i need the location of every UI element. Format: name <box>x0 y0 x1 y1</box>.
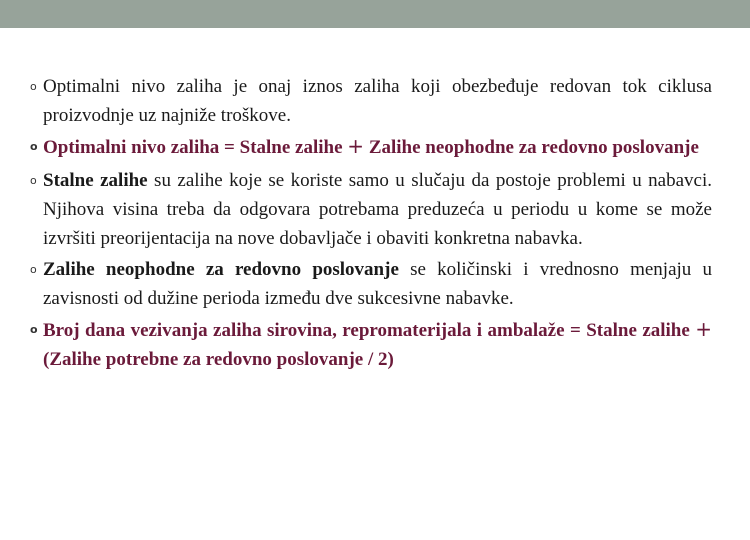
bullet-icon: o <box>30 323 38 336</box>
term-stalne-zalihe: Stalne zalihe <box>43 170 148 191</box>
bullet-item-zalihe-neophodne <box>30 255 712 313</box>
formula-part-1: Broj dana vezivanja zaliha sirovina, repromaterijala i ambalaže = Stalne zalihe <box>43 320 696 341</box>
slide-content <box>30 72 712 376</box>
bullet-item-broj-dana-formula <box>30 315 712 374</box>
item-text: Optimalni nivo zaliha je onaj iznos zaliha koji obezbeđuje redovan tok ciklusa proizvodnje uz najniže troškove. <box>43 76 712 126</box>
bullet-item-stalne-zalihe <box>30 166 712 253</box>
term-zalihe-neophodne: Zalihe neophodne za redovno poslovanje <box>43 259 399 280</box>
item-text: su zalihe koje se koriste samo u slučaju da postoje problemi u nabavci. Njihova visina treba da odgovara potrebama preduzeća u periodu u kome se može izvršiti preorijentacija na nove dobavljače i obaviti konkretna nabavka. <box>43 170 712 249</box>
bullet-item-optimal-formula <box>30 132 712 162</box>
plus-sign: + <box>347 134 365 158</box>
formula-part-1: Optimalni nivo zaliha = Stalne zalihe <box>43 137 348 158</box>
formula-part-2: Zalihe neophodne za redovno poslovanje <box>364 137 699 158</box>
item-text: se količinski i vrednosno menjaju u zavisnosti od dužine perioda između dve sukcesivne nabavke. <box>43 259 712 309</box>
bullet-icon: o <box>30 140 38 153</box>
top-bar <box>0 0 750 28</box>
bullet-icon: o <box>30 174 37 187</box>
bullet-item-optimal-definition <box>30 72 712 130</box>
formula-part-2: (Zalihe potrebne za redovno poslovanje / 2) <box>43 349 394 370</box>
plus-sign: + <box>695 317 712 341</box>
bullet-icon: o <box>30 263 37 276</box>
bullet-icon: o <box>30 80 37 93</box>
